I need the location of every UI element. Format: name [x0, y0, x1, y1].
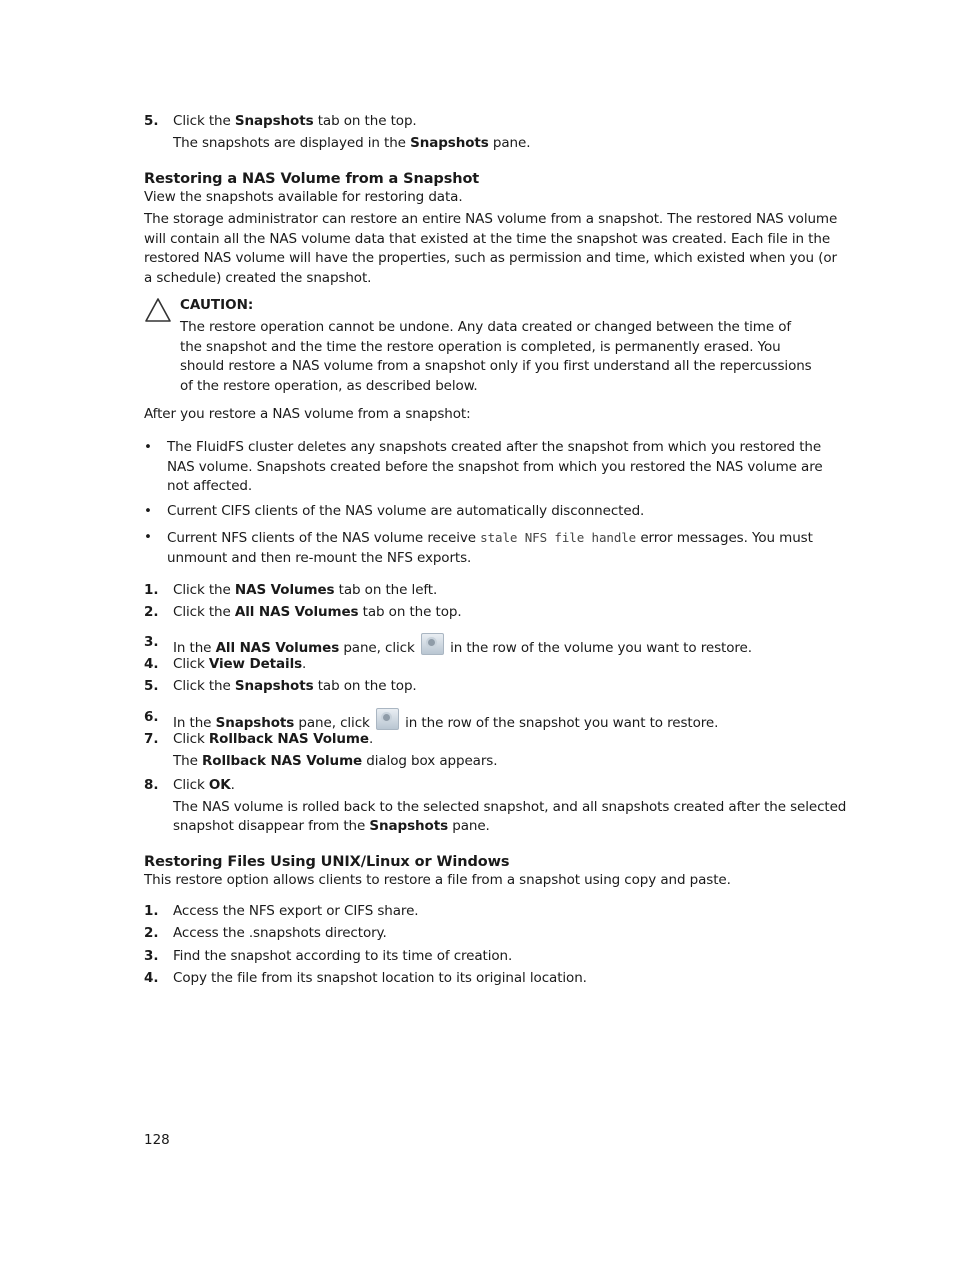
gear-icon: [376, 708, 399, 730]
step-number: 2.: [144, 604, 159, 620]
bullet-item: Current CIFS clients of the NAS volume are automatically disconnected.: [167, 503, 645, 519]
step-text: Click the All NAS Volumes tab on the top.: [173, 604, 462, 620]
step-text: Copy the file from its snapshot location to its original location.: [173, 970, 587, 986]
step-note: The NAS volume is rolled back to the selected snapshot, and all snapshots created after the selected: [173, 799, 847, 815]
step-text: Find the snapshot according to its time of creation.: [173, 948, 513, 964]
step-text: In the Snapshots pane, click in the row of the snapshot you want to restore.: [173, 708, 718, 734]
caution-title: CAUTION:: [180, 297, 254, 313]
section-intro: View the snapshots available for restoring data.: [144, 189, 463, 205]
step-text: Click the NAS Volumes tab on the left.: [173, 582, 438, 598]
step-note: snapshot disappear from the Snapshots pane.: [173, 818, 490, 834]
step-number: 3.: [144, 948, 159, 964]
step-number: 4.: [144, 656, 159, 672]
step-number: 7.: [144, 731, 159, 747]
step-text: Access the NFS export or CIFS share.: [173, 903, 419, 919]
step-number: 5.: [144, 678, 159, 694]
bullet-dot: •: [144, 439, 152, 455]
page-number: 128: [144, 1132, 170, 1148]
step-note: The Rollback NAS Volume dialog box appears.: [173, 753, 498, 769]
after-text: After you restore a NAS volume from a snapshot:: [144, 406, 471, 422]
section-heading: Restoring a NAS Volume from a Snapshot: [144, 171, 480, 187]
step-number: 4.: [144, 970, 159, 986]
step-text: Click the Snapshots tab on the top.: [173, 113, 417, 129]
caution-triangle-icon: [144, 297, 172, 323]
section-intro: This restore option allows clients to restore a file from a snapshot using copy and paste.: [144, 872, 731, 888]
code-text: stale NFS file handle: [480, 530, 637, 545]
caution-text: The restore operation cannot be undone. Any data created or changed between the time of the snapshot and the time the restore operation is completed, is permanently erased. You should restore a NAS volume from a snapshot only if you first understand all the repercussions of the restore operation, as described below.: [180, 319, 812, 394]
step-number: 5.: [144, 113, 159, 129]
bullet-item: The FluidFS cluster deletes any snapshots created after the snapshot from which you restored the NAS volume. Snapshots created before the snapshot from which you restored the NAS volume are not affected.: [167, 439, 823, 494]
step-text: Access the .snapshots directory.: [173, 925, 387, 941]
bullet-dot: •: [144, 529, 152, 545]
bullet-dot: •: [144, 503, 152, 519]
step-text: In the All NAS Volumes pane, click in the row of the volume you want to restore.: [173, 633, 752, 659]
gear-icon: [421, 633, 444, 655]
step-text: Click the Snapshots tab on the top.: [173, 678, 417, 694]
step-number: 1.: [144, 903, 159, 919]
step-text: Click Rollback NAS Volume.: [173, 731, 374, 747]
step-number: 1.: [144, 582, 159, 598]
step-note: The snapshots are displayed in the Snapshots pane.: [173, 135, 531, 151]
step-number: 8.: [144, 777, 159, 793]
step-number: 3.: [144, 634, 159, 650]
step-number: 2.: [144, 925, 159, 941]
section-heading: Restoring Files Using UNIX/Linux or Windows: [144, 854, 510, 870]
step-text: Click View Details.: [173, 656, 307, 672]
bullet-item: Current NFS clients of the NAS volume receive stale NFS file handle error messages. You must unmount and then re-mount the NFS exports.: [167, 530, 813, 566]
step-text: Click OK.: [173, 777, 235, 793]
step-number: 6.: [144, 709, 159, 725]
section-paragraph: The storage administrator can restore an entire NAS volume from a snapshot. The restored NAS volume will contain all the NAS volume data that existed at the time the snapshot was created. Each file in the restored NAS volume will have the properties, such as permission and time, which existed when you (or a schedule) created the snapshot.: [144, 211, 838, 286]
